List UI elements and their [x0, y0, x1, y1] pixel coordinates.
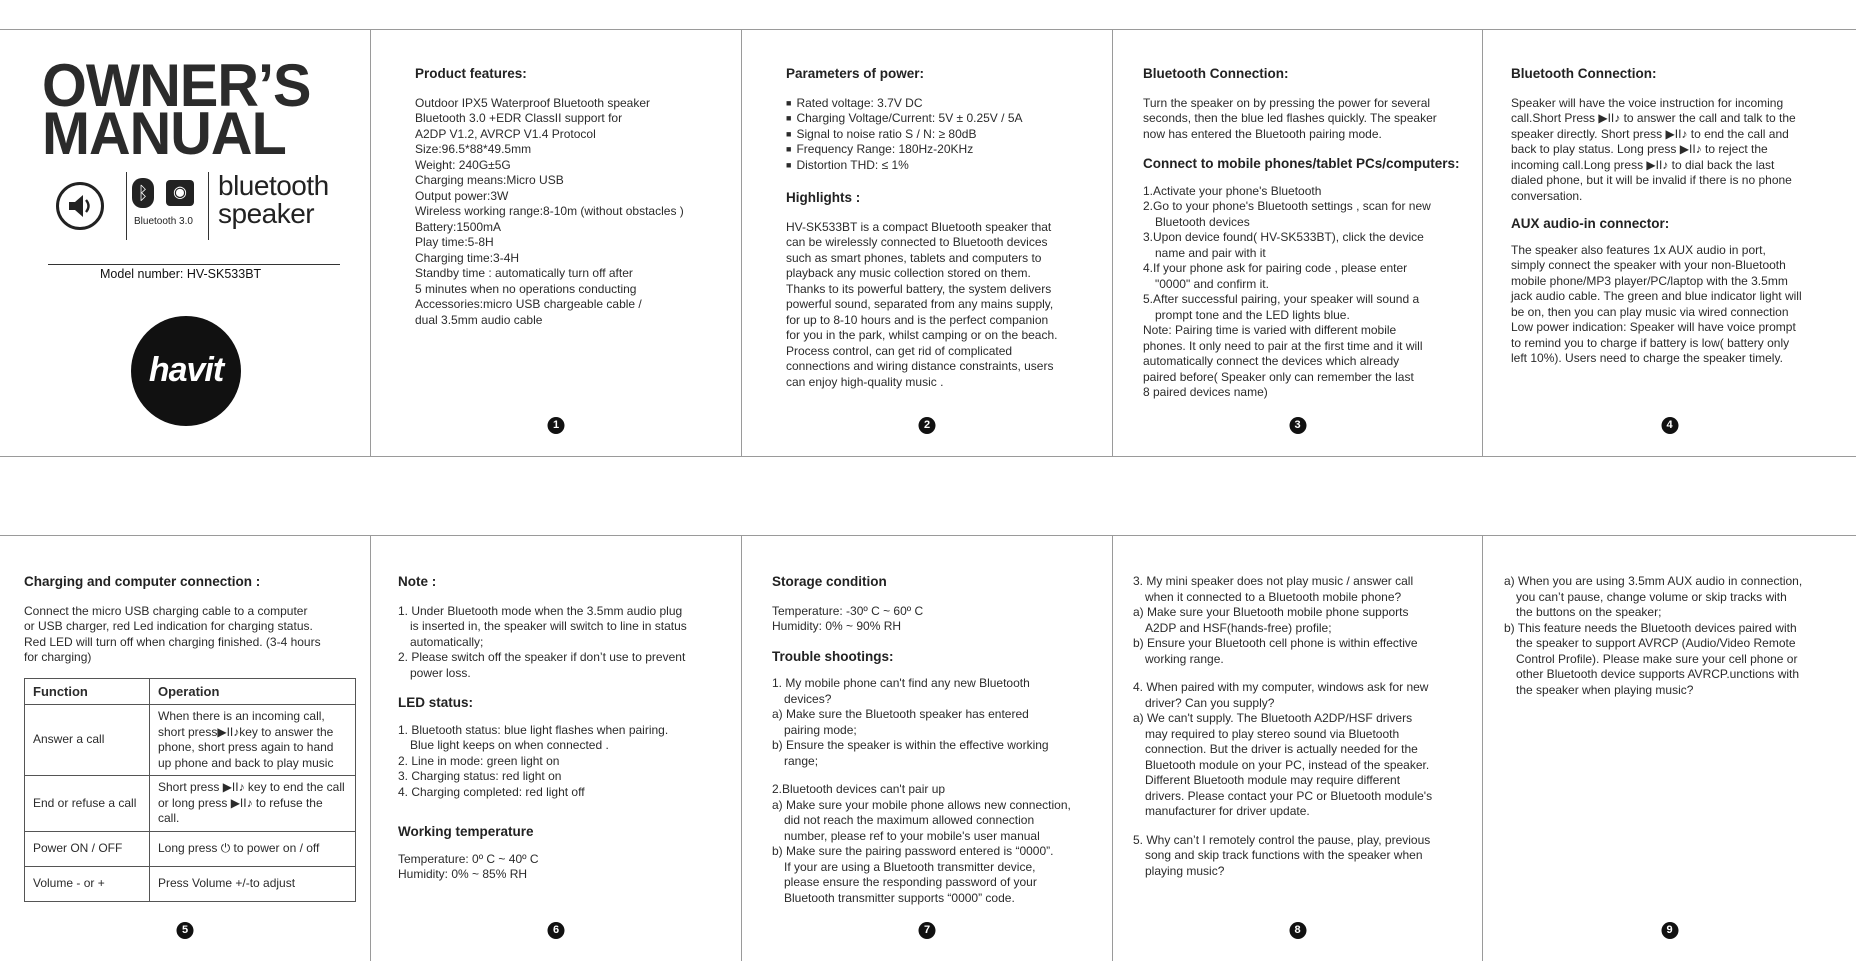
text-line: such as smart phones, tablets and computers to	[786, 250, 1042, 265]
led-status-list	[398, 723, 728, 801]
text-line: automatically connect the devices which already	[1143, 354, 1400, 368]
text-line: powerful sound, separated from any mains supply,	[786, 297, 1054, 311]
text-line: 2. Line in mode: green light on	[398, 753, 560, 768]
divider	[126, 172, 127, 240]
feature-line: Wireless working range:8-10m (without obstacles )	[415, 204, 684, 218]
text-line: 4. Charging completed: red light off	[398, 784, 585, 799]
text-line: A2DP and HSF(hands-free) profile;	[1145, 620, 1332, 635]
pairing-steps	[1143, 184, 1473, 324]
text-line: or USB charger, red Led indication for charging status.	[24, 619, 313, 633]
pairing-step	[1143, 292, 1473, 323]
trouble-item	[1133, 680, 1473, 711]
text-line: working range.	[1145, 651, 1224, 666]
camera-icon: ◉	[166, 180, 194, 206]
text-line: incoming call.Long press ▶II♪ to dial back the last	[1511, 157, 1775, 172]
bluetooth-icon: ᛒ	[132, 178, 154, 208]
underline	[48, 264, 340, 265]
feature-line: Standby time : automatically turn off after	[415, 266, 633, 280]
function-cell: Volume - or +	[25, 866, 150, 901]
text-line: a) Make sure the Bluetooth speaker has entered	[772, 707, 1029, 721]
text-line: Humidity: 0% ~ 85% RH	[398, 867, 528, 881]
text-line: Speaker will have the voice instruction for incoming	[1511, 95, 1784, 110]
text-line: 5. Why can’t I remotely control the pause, play, previous	[1133, 832, 1431, 847]
text-line: Blue light keeps on when connected .	[410, 738, 609, 752]
page-2-panel	[742, 30, 1113, 456]
text-line: may required to play stereo sound via Bluetooth	[1145, 726, 1400, 741]
bluetooth-version-label: Bluetooth 3.0	[134, 216, 193, 227]
text-line: pairing mode;	[784, 722, 857, 737]
product-features-heading: Product features:	[415, 66, 527, 81]
storage-text	[772, 604, 1108, 635]
text-line: for up to 8-10 hours and is the perfect companion	[786, 312, 1049, 327]
working-temperature-text	[398, 852, 728, 883]
text-line: when it connected to a Bluetooth mobile phone?	[1145, 589, 1402, 604]
operation-cell: Short press ▶II♪ key to end the call or long press ▶II♪ to refuse the call.	[150, 776, 356, 832]
text-line: speaker directly. Short press ▶II♪ to end the call and	[1511, 126, 1789, 141]
pairing-note	[1143, 323, 1473, 401]
text-line: Low power indication: Speaker will have voice prompt	[1511, 320, 1796, 334]
text-line: connection. But the driver is actually needed for the	[1145, 742, 1418, 756]
trouble-item	[772, 782, 1108, 798]
bluetooth-connection-heading: Bluetooth Connection:	[1511, 66, 1657, 81]
title-line-1: OWNER’S	[42, 52, 311, 119]
cover-title	[42, 52, 311, 167]
trouble-item	[772, 738, 1108, 769]
text-line: 2. Please switch off the speaker if don’t use to prevent	[398, 650, 686, 664]
text-line: did not reach the maximum allowed connection	[784, 813, 1035, 827]
feature-line: Output power:3W	[415, 188, 509, 203]
trouble-item	[1504, 574, 1844, 621]
table-row	[25, 866, 356, 901]
storage-heading: Storage condition	[772, 574, 887, 589]
title-line-2: MANUAL	[42, 100, 286, 167]
text-line: call.Short Press ▶II♪ to answer the call and talk to the	[1511, 111, 1796, 125]
text-line: the buttons on the speaker;	[1516, 605, 1662, 619]
text-line: to remind you to charge if battery is low( battery only	[1511, 335, 1790, 350]
text-line: song and skip track functions with the speaker when	[1145, 848, 1423, 862]
page-number: 1	[548, 417, 565, 434]
bluetooth-intro-text	[1143, 96, 1473, 143]
text-line: Process control, can get rid of complicated	[786, 343, 1013, 358]
text-line: now has entered the Bluetooth pairing mode.	[1143, 126, 1382, 141]
led-item	[398, 785, 728, 801]
led-item	[398, 723, 728, 754]
text-line: manufacturer for driver update.	[1145, 804, 1310, 818]
pairing-step	[1143, 230, 1473, 261]
text-line: for charging)	[24, 650, 92, 664]
text-line: If your are using a Bluetooth transmitter device,	[784, 859, 1036, 874]
trouble-item	[772, 798, 1108, 845]
text-line: phones. It only need to pair at the first time and it will	[1143, 338, 1423, 353]
product-type-line-2: speaker	[218, 198, 315, 229]
feature-line: Battery:1500mA	[415, 219, 502, 234]
text-line: playing music?	[1145, 863, 1225, 878]
text-line: jack audio cable. The green and blue indicator light will	[1511, 289, 1802, 303]
trouble-item	[1133, 605, 1473, 636]
speaker-icon	[56, 182, 104, 230]
text-line: "0000" and confirm it.	[1155, 276, 1269, 291]
text-line: Red LED will turn off when charging finished. (3-4 hours	[24, 634, 321, 649]
operation-table	[24, 678, 356, 902]
power-parameters-list	[786, 96, 1096, 174]
text-line: Control Profile). Please make sure your cell phone or	[1516, 651, 1798, 666]
text-line: mobile phone/MP3 player/PC/laptop with the 3.5mm	[1511, 273, 1788, 288]
text-line: 1.Activate your phone's Bluetooth	[1143, 183, 1322, 198]
feature-line: Weight: 240G±5G	[415, 157, 511, 172]
text-line: 1. Under Bluetooth mode when the 3.5mm audio plug	[398, 603, 683, 618]
led-item	[398, 769, 728, 785]
function-cell: Power ON / OFF	[25, 831, 150, 866]
text-line: a) Make sure your Bluetooth mobile phone supports	[1133, 605, 1409, 619]
trouble-block-4	[1133, 680, 1473, 820]
text-line: for you in the park, whilst camping or on the beach.	[786, 328, 1058, 342]
text-line: drivers. Please contact your PC or Bluetooth module's	[1145, 788, 1433, 803]
trouble-item	[772, 844, 1108, 906]
text-line: connections and wiring distance constraints, users	[786, 359, 1054, 373]
text-line: left 10%). Users need to charge the speaker timely.	[1511, 351, 1783, 365]
trouble-block-3	[1133, 574, 1473, 667]
text-line: 1. Bluetooth status: blue light flashes when pairing.	[398, 722, 669, 737]
cover-icons	[48, 172, 338, 266]
list-item: ■ Rated voltage: 3.7V DC	[786, 96, 1096, 112]
text-line: Different Bluetooth module may require different	[1145, 773, 1401, 787]
page-6-panel	[371, 536, 742, 961]
text-line: driver? Can you supply?	[1145, 695, 1275, 710]
text-line: playback any music collection stored on them.	[786, 266, 1031, 280]
text-line: a) Make sure your mobile phone allows new connection,	[772, 797, 1071, 812]
trouble-block-6	[1504, 574, 1844, 698]
trouble-block-1	[772, 676, 1108, 769]
text-line: number, please ref to your mobile's user manual	[784, 828, 1040, 843]
text-line: be on, then you can play music via wired connection	[1511, 304, 1789, 319]
aux-heading: AUX audio-in connector:	[1511, 216, 1670, 231]
led-item	[398, 754, 728, 770]
feature-line: A2DP V1.2, AVRCP V1.4 Protocol	[415, 126, 596, 141]
text-line: devices?	[784, 691, 832, 706]
model-number: Model number: HV-SK533BT	[100, 267, 262, 281]
page-number: 4	[1661, 417, 1678, 434]
operation-cell: Press Volume +/-to adjust	[150, 866, 356, 901]
note-list	[398, 604, 728, 682]
power-parameters-heading: Parameters of power:	[786, 66, 925, 81]
trouble-item	[1504, 621, 1844, 699]
text-line: prompt tone and the LED lights blue.	[1155, 307, 1350, 322]
feature-line: dual 3.5mm audio cable	[415, 312, 543, 327]
text-line: Bluetooth transmitter supports “0000” code.	[784, 890, 1015, 905]
text-line: the speaker when playing music?	[1516, 682, 1694, 697]
text-line: b) Ensure the speaker is within the effective working	[772, 738, 1049, 752]
text-line: b) Make sure the pairing password entered is “0000”.	[772, 844, 1054, 858]
text-line: dialed phone, but it will be invalid if there is no phone	[1511, 173, 1792, 187]
page-1-panel	[371, 30, 742, 456]
text-line: range;	[784, 753, 819, 768]
page-5-panel	[0, 536, 371, 961]
trouble-shooting-heading: Trouble shootings:	[772, 648, 894, 664]
text-line: Connect the micro USB charging cable to a computer	[24, 603, 308, 618]
table-row	[25, 831, 356, 866]
text-line: Humidity: 0% ~ 90% RH	[772, 619, 902, 633]
operation-column-header: Operation	[150, 678, 356, 705]
feature-line: 5 minutes when no operations conducting	[415, 281, 637, 296]
text-line: 2.Go to your phone's Bluetooth settings , scan for new	[1143, 199, 1431, 213]
text-line: a) We can't supply. The Bluetooth A2DP/HSF drivers	[1133, 711, 1413, 725]
page-number: 6	[548, 922, 565, 939]
text-line: automatically;	[410, 634, 484, 649]
page-number: 2	[919, 417, 936, 434]
text-line: Temperature: 0º C ~ 40º C	[398, 851, 539, 866]
trouble-block-2	[772, 782, 1108, 906]
highlights-text	[786, 220, 1096, 391]
bluetooth-connection-heading: Bluetooth Connection:	[1143, 66, 1289, 81]
led-status-heading: LED status:	[398, 695, 474, 710]
divider	[208, 172, 209, 240]
page-number: 8	[1289, 922, 1306, 939]
trouble-item	[1133, 636, 1473, 667]
text-line: Bluetooth devices	[1155, 214, 1250, 229]
table-row	[25, 776, 356, 832]
text-line: HV-SK533BT is a compact Bluetooth speaker that	[786, 219, 1052, 234]
text-line: can be wirelessly connected to Bluetooth devices	[786, 235, 1048, 249]
working-temperature-heading: Working temperature	[398, 824, 534, 839]
text-line: Note: Pairing time is varied with different mobile	[1143, 323, 1397, 337]
feature-line: Size:96.5*88*49.5mm	[415, 142, 532, 156]
trouble-item	[1133, 711, 1473, 820]
text-line: b) This feature needs the Bluetooth devices paired with	[1504, 620, 1797, 635]
feature-line: Charging means:Micro USB	[415, 173, 564, 187]
text-line: Temperature: -30º C ~ 60º C	[772, 603, 924, 618]
trouble-item	[1133, 833, 1473, 880]
text-line: name and pair with it	[1155, 245, 1266, 260]
operation-cell: When there is an incoming call, short press▶II♪key to answer the phone, short press again to hand up phone and back to play music	[150, 705, 356, 776]
text-line: can enjoy high-quality music .	[786, 374, 944, 389]
feature-line: Accessories:micro USB chargeable cable /	[415, 297, 642, 311]
pairing-step	[1143, 261, 1473, 292]
text-line: 4.If your phone ask for pairing code , please enter	[1143, 261, 1408, 275]
text-line: 3. Charging status: red light on	[398, 769, 562, 783]
call-instructions	[1511, 96, 1841, 205]
list-item: ■ Frequency Range: 180Hz-20KHz	[786, 142, 1096, 158]
text-line: back to play status. Long press ▶II♪ to reject the	[1511, 142, 1768, 156]
note-item	[398, 650, 728, 681]
text-line: other Bluetooth device supports AVRCP.unctions with	[1516, 667, 1800, 681]
function-cell: End or refuse a call	[25, 776, 150, 832]
text-line: the speaker to support AVRCP (Audio/Video Remote	[1516, 636, 1796, 650]
text-line: power loss.	[410, 665, 471, 680]
text-line: 1. My mobile phone can't find any new Bluetooth	[772, 676, 1030, 690]
trouble-item	[772, 676, 1108, 707]
text-line: 3. My mini speaker does not play music / answer call	[1133, 574, 1414, 588]
page-number: 5	[177, 922, 194, 939]
note-item	[398, 604, 728, 651]
feature-line: Charging time:3-4H	[415, 250, 520, 265]
feature-line: Outdoor IPX5 Waterproof Bluetooth speaker	[415, 95, 651, 110]
table-row	[25, 705, 356, 776]
trouble-item	[772, 707, 1108, 738]
function-cell: Answer a call	[25, 705, 150, 776]
highlights-heading: Highlights :	[786, 190, 861, 205]
text-line: seconds, then the blue led flashes quickly. The speaker	[1143, 111, 1437, 125]
text-line: 8 paired devices name)	[1143, 385, 1268, 399]
page-3-panel	[1113, 30, 1483, 456]
list-item: ■ Signal to noise ratio S / N: ≥ 80dB	[786, 127, 1096, 143]
page-number: 9	[1661, 922, 1678, 939]
text-line: you can’t pause, change volume or skip tracks with	[1516, 589, 1787, 604]
page-7-panel	[742, 536, 1113, 961]
feature-line: Play time:5-8H	[415, 235, 494, 249]
table-header	[25, 678, 356, 705]
text-line: a) When you are using 3.5mm AUX audio in connection,	[1504, 574, 1803, 588]
pairing-step	[1143, 184, 1473, 200]
text-line: Bluetooth module on your PC, instead of the speaker.	[1145, 757, 1430, 772]
feature-line: Bluetooth 3.0 +EDR ClassII support for	[415, 111, 623, 125]
charging-heading: Charging and computer connection :	[24, 574, 261, 589]
charging-text	[24, 604, 364, 666]
text-line: 4. When paired with my computer, windows ask for new	[1133, 680, 1429, 694]
text-line: b) Ensure your Bluetooth cell phone is within effective	[1133, 636, 1418, 650]
list-item: ■ Charging Voltage/Current: 5V ± 0.25V / 5A	[786, 111, 1096, 127]
text-line: 2.Bluetooth devices can't pair up	[772, 782, 946, 796]
list-item: ■ Distortion THD: ≤ 1%	[786, 158, 1096, 174]
operation-cell: Long press ⏻ to power on / off	[150, 831, 356, 866]
product-type-line-1: bluetooth	[218, 170, 329, 201]
text-line: Turn the speaker on by pressing the power for several	[1143, 95, 1431, 110]
page-8-panel	[1113, 536, 1483, 961]
text-line: Thanks to its powerful battery, the system delivers	[786, 281, 1052, 296]
page-number: 7	[919, 922, 936, 939]
text-line: 5.After successful pairing, your speaker will sound a	[1143, 292, 1420, 306]
havit-logo: havit	[131, 316, 241, 426]
text-line: The speaker also features 1x AUX audio in port,	[1511, 242, 1766, 257]
manual-bottom-strip	[0, 535, 1856, 961]
pairing-step	[1143, 199, 1473, 230]
cover-panel	[0, 30, 371, 456]
note-heading: Note :	[398, 574, 437, 589]
connect-devices-heading: Connect to mobile phones/tablet PCs/computers:	[1143, 156, 1460, 171]
text-line: simply connect the speaker with your non-Bluetooth	[1511, 258, 1786, 272]
manual-top-strip	[0, 29, 1856, 457]
text-line: conversation.	[1511, 188, 1583, 203]
product-type	[218, 172, 329, 228]
text-line: paired before( Speaker only can remember the last	[1143, 369, 1414, 384]
function-column-header: Function	[25, 678, 150, 705]
page-9-panel	[1483, 536, 1856, 961]
text-line: is inserted in, the speaker will switch to line in status	[410, 619, 687, 633]
page-number: 3	[1289, 417, 1306, 434]
trouble-block-5	[1133, 833, 1473, 880]
product-features-list	[415, 96, 725, 329]
text-line: 3.Upon device found( HV-SK533BT), click the device	[1143, 230, 1424, 244]
text-line: please ensure the responding password of your	[784, 875, 1037, 889]
page-4-panel	[1483, 30, 1856, 456]
trouble-item	[1133, 574, 1473, 605]
aux-instructions	[1511, 243, 1841, 367]
